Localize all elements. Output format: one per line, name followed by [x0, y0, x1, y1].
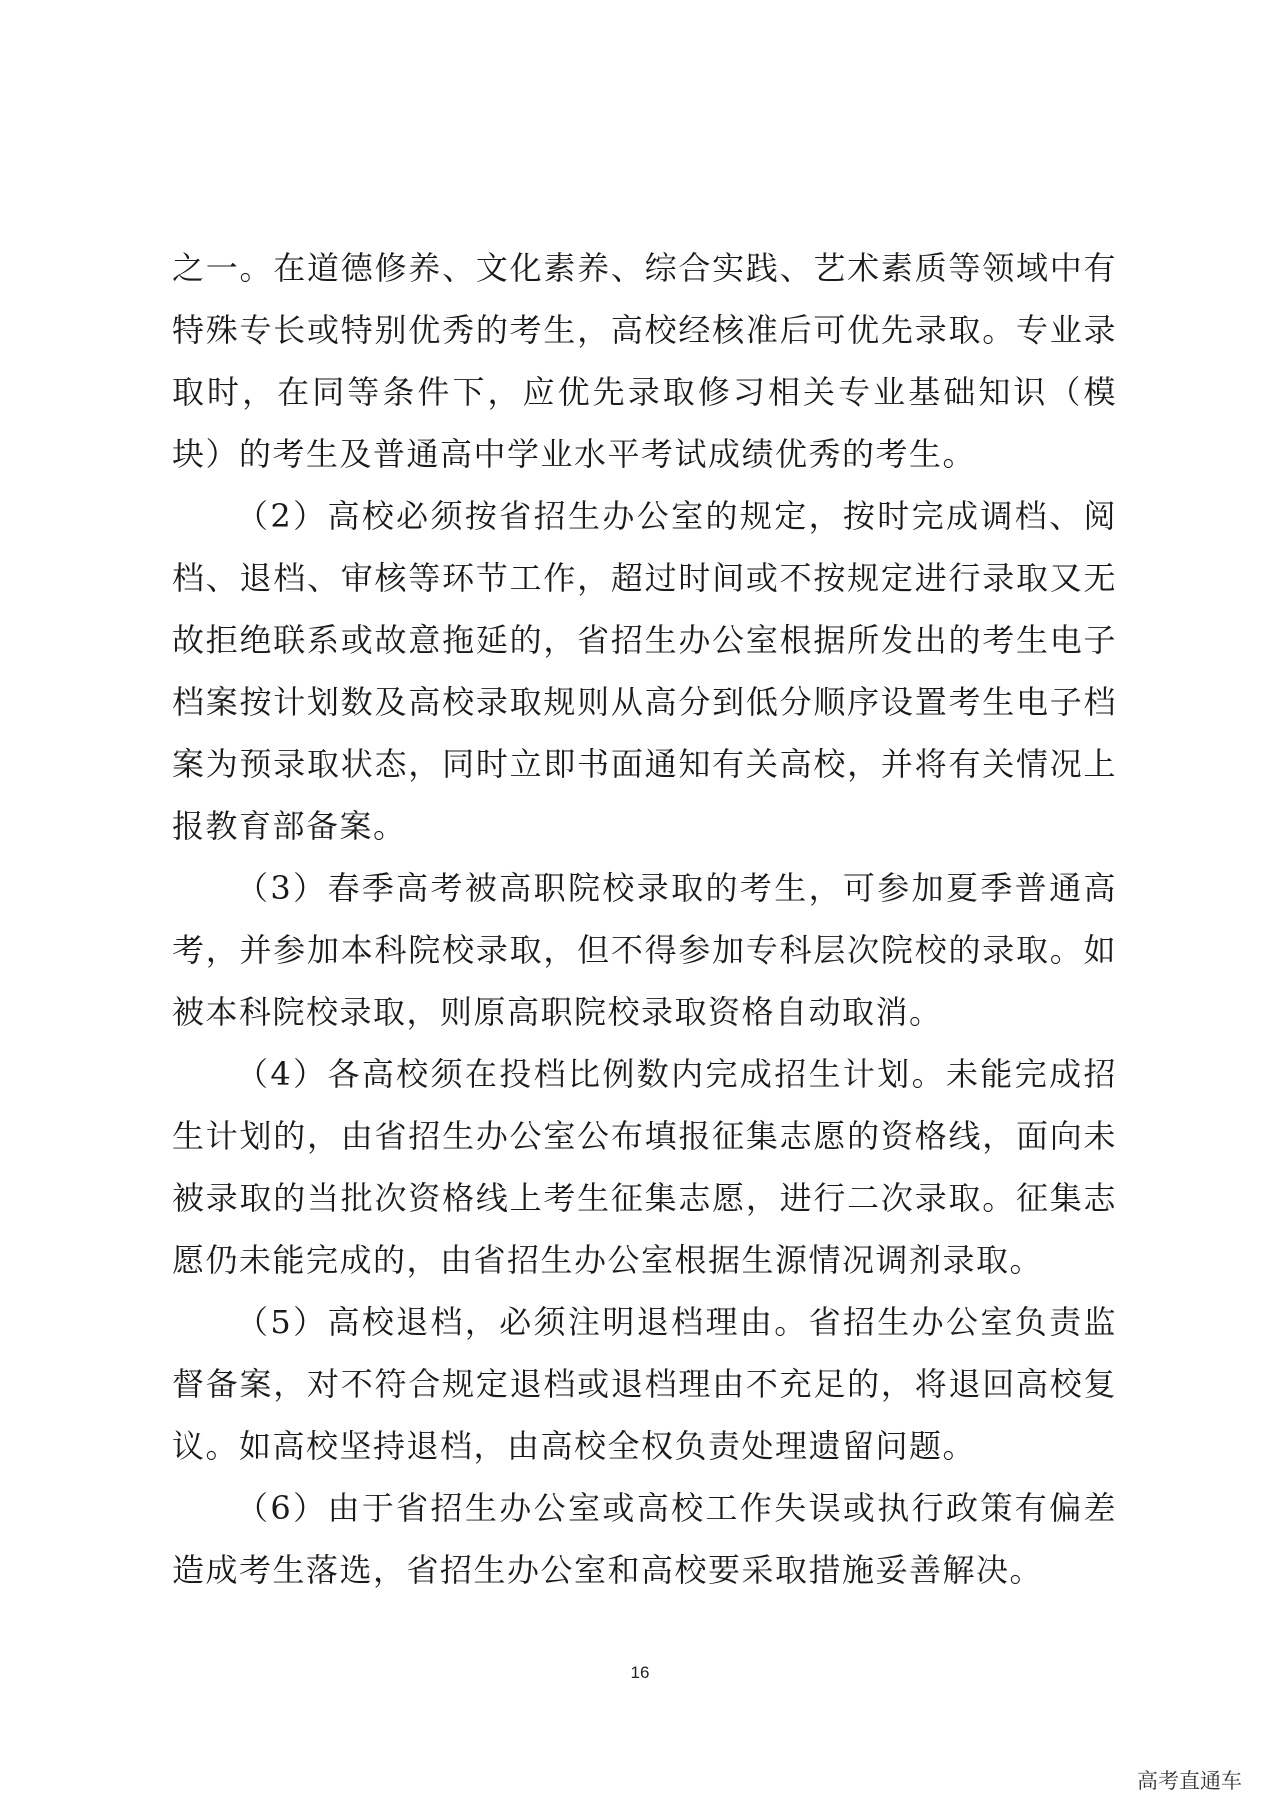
- watermark-label: 高考直通车: [1129, 1762, 1250, 1798]
- paragraph-3: （3）春季高考被高职院校录取的考生，可参加夏季普通高考，并参加本科院校录取，但不得参加专科层次院校的录取。如被本科院校录取，则原高职院校录取资格自动取消。: [172, 869, 1117, 1031]
- paragraph-5: （5）高校退档，必须注明退档理由。省招生办公室负责监督备案，对不符合规定退档或退档理由不充足的，将退回高校复议。如高校坚持退档，由高校全权负责处理遗留问题。: [172, 1303, 1117, 1465]
- paragraph-4: （4）各高校须在投档比例数内完成招生计划。未能完成招生计划的，由省招生办公室公布填报征集志愿的资格线，面向未被录取的当批次资格线上考生征集志愿，进行二次录取。征集志愿仍未能完成的，由省招生办公室根据生源情况调剂录取。: [172, 1055, 1117, 1279]
- paragraph-6: （6）由于省招生办公室或高校工作失误或执行政策有偏差造成考生落选，省招生办公室和高校要采取措施妥善解决。: [172, 1489, 1117, 1589]
- paragraph-2: （2）高校必须按省招生办公室的规定，按时完成调档、阅档、退档、审核等环节工作，超过时间或不按规定进行录取又无故拒绝联系或故意拖延的，省招生办公室根据所发出的考生电子档案按计划数及高校录取规则从高分到低分顺序设置考生电子档案为预录取状态，同时立即书面通知有关高校，并将有关情况上报教育部备案。: [172, 497, 1117, 845]
- page-number: 16: [630, 1663, 650, 1682]
- paragraph-1: 之一。在道德修养、文化素养、综合实践、艺术素质等领域中有特殊专长或特别优秀的考生，高校经核准后可优先录取。专业录取时，在同等条件下，应优先录取修习相关专业基础知识（模块）的考生及普通高中学业水平考试成绩优秀的考生。: [172, 249, 1117, 473]
- body-text: [172, 237, 1117, 1601]
